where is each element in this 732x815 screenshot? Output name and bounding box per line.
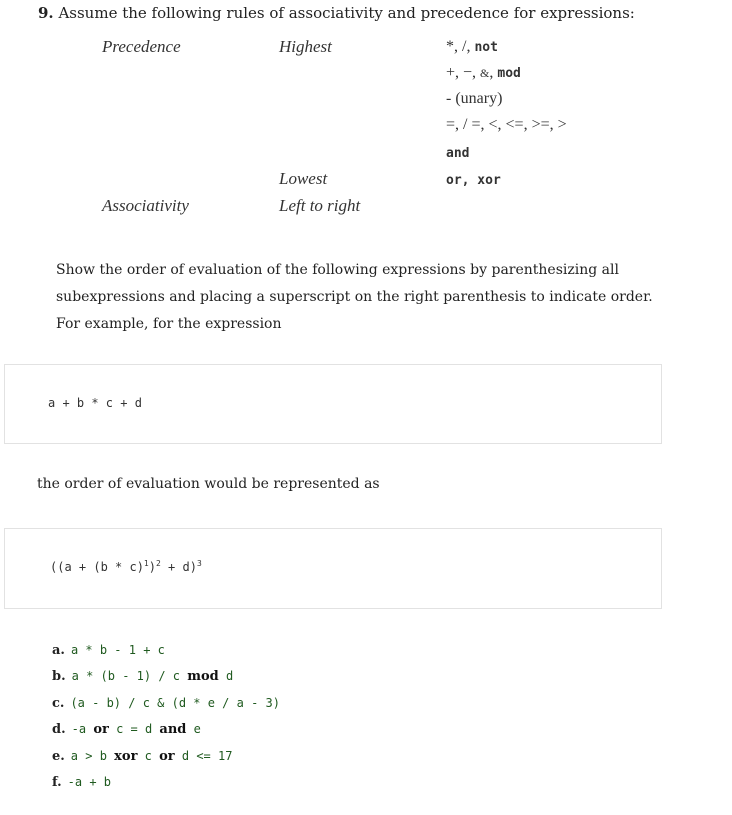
exercise-d-keyword-1: or — [93, 722, 109, 737]
exercise-b-post: d — [218, 669, 234, 683]
question-text: Assume the following rules of associativity and precedence for expressions: — [58, 4, 635, 22]
exercise-e-label: e. — [52, 749, 65, 764]
exercise-e-pre: a > b — [70, 749, 115, 763]
exercise-d-pre: -a — [71, 722, 94, 736]
row-2-operators: +, −, — [446, 64, 481, 81]
paren-part-3: + d) — [160, 560, 197, 574]
exercise-b-label: b. — [52, 669, 66, 684]
exercise-b-pre: a * (b - 1) / c — [71, 669, 188, 683]
associativity-value: Left to right — [279, 196, 361, 215]
exercise-d-keyword-2: and — [159, 722, 187, 737]
exercise-b — [52, 669, 233, 684]
row-2-keyword: mod — [497, 66, 521, 81]
highest-label: Highest — [279, 37, 332, 56]
exercise-c-label: c. — [52, 696, 65, 711]
precedence-row-2 — [446, 64, 521, 82]
paren-part-2: ) — [148, 560, 156, 574]
row-1-operators: *, /, — [446, 38, 475, 55]
exercise-e — [52, 749, 232, 764]
example-expression: a + b * c + d — [48, 396, 142, 410]
exercise-f — [52, 775, 111, 790]
precedence-row-3: - (unary) — [446, 90, 503, 107]
parenthesized-expression — [50, 559, 202, 574]
row-5-keyword: and — [446, 146, 470, 161]
exercise-f-label: f. — [52, 775, 62, 790]
exercise-e-expression — [71, 749, 233, 763]
exercise-f-expression: -a + b — [67, 775, 112, 789]
superscript-1: 1 — [143, 559, 149, 568]
precedence-row-1 — [446, 38, 498, 56]
exercise-d-label: d. — [52, 722, 66, 737]
row-2-separator: , — [489, 64, 498, 81]
question-heading — [38, 4, 635, 22]
precedence-row-5 — [446, 144, 469, 162]
exercise-e-post: d <= 17 — [174, 749, 233, 763]
exercise-b-expression — [72, 669, 234, 683]
precedence-row-6 — [446, 171, 501, 189]
example-code-box — [4, 364, 662, 444]
parenthesized-code-box — [4, 528, 662, 609]
row-2-ampersand: & — [480, 66, 490, 80]
exercise-c-expression: (a - b) / c & (d * e / a - 3) — [70, 696, 280, 710]
exercise-d-expression — [72, 722, 201, 736]
exercise-e-mid: c — [137, 749, 160, 763]
superscript-2: 2 — [155, 559, 161, 568]
exercise-a-expression: a * b - 1 + c — [70, 643, 165, 657]
exercise-a-label: a. — [52, 643, 65, 658]
exercise-e-keyword-1: xor — [114, 749, 138, 764]
exercise-c — [52, 696, 280, 711]
precedence-label: Precedence — [102, 37, 181, 56]
associativity-label: Associativity — [102, 196, 189, 215]
question-number: 9. — [38, 4, 54, 22]
exercise-a — [52, 643, 165, 658]
exercise-d-post: e — [186, 722, 201, 736]
instructions-paragraph: Show the order of evaluation of the following expressions by parenthesizing all subexpressions and placing a superscript on the right parenthesis to indicate order. For example, for the expression — [56, 262, 653, 332]
lowest-label: Lowest — [279, 169, 328, 188]
superscript-3: 3 — [196, 559, 202, 568]
exercise-d-mid: c = d — [108, 722, 160, 736]
row-6-keyword: or, xor — [446, 173, 501, 188]
exercise-d — [52, 722, 201, 737]
row-1-keyword: not — [474, 40, 498, 55]
exercise-b-keyword: mod — [187, 669, 219, 684]
precedence-row-4: =, / =, <, <=, >=, > — [446, 116, 567, 133]
representation-text: the order of evaluation would be represented as — [37, 476, 380, 492]
exercise-e-keyword-2: or — [159, 749, 175, 764]
paren-part-1: ((a + (b * c) — [50, 560, 144, 574]
